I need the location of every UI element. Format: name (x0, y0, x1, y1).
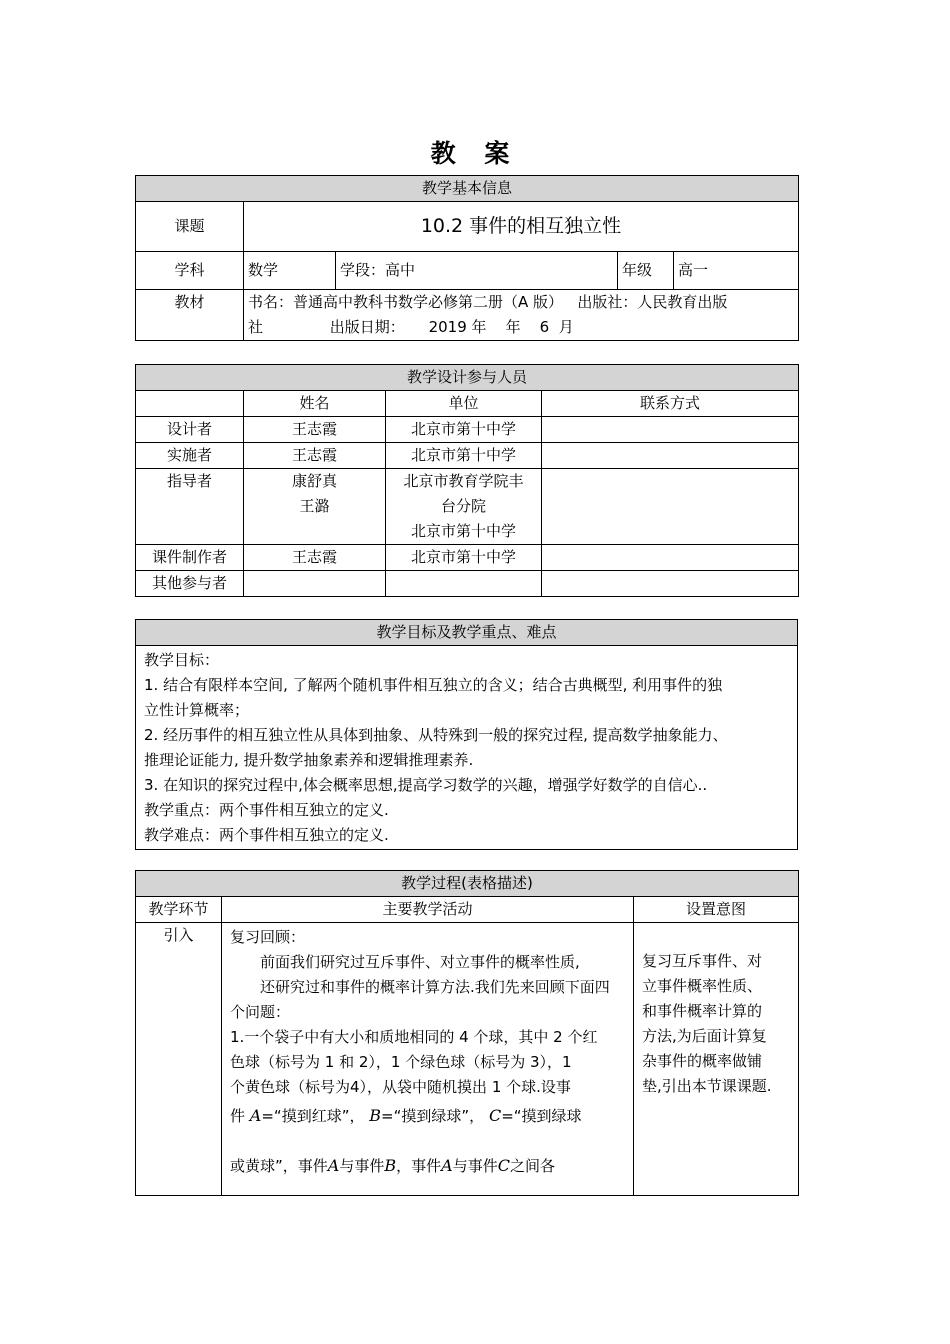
table-row (136, 417, 799, 443)
intent-line: 立事件概率性质、 (642, 977, 763, 995)
math-var-c: C (488, 1106, 502, 1125)
math-var-a: A (249, 1106, 262, 1125)
event-question-line: 或黄球”，事件A与事件B，事件A与事件C之间各 (230, 1156, 555, 1175)
activity-line: 1.一个袋子中有大小和质地相同的 4 个球，其中 2 个红 (230, 1028, 598, 1046)
col-unit: 单位 (386, 391, 542, 417)
participants-table (135, 364, 799, 597)
name: 王志霞 (244, 545, 386, 571)
document-title: 教 案 (430, 139, 520, 168)
math-var-a: A (327, 1156, 340, 1175)
subject-value: 数学 (244, 252, 336, 290)
math-var-b: B (384, 1156, 397, 1175)
role: 指导者 (136, 469, 244, 545)
role: 课件制作者 (136, 545, 244, 571)
activity-line: 复习回顾： (230, 928, 306, 946)
intent-line: 垫,引出本节课课题. (642, 1077, 772, 1095)
goals-header: 教学目标及教学重点、难点 (136, 620, 798, 646)
intent-cell (634, 923, 799, 1196)
role: 其他参与者 (136, 571, 244, 597)
intent-line: 和事件概率计算的 (642, 1002, 763, 1020)
unit: 北京市第十中学 (386, 443, 542, 469)
col-activity: 主要教学活动 (222, 897, 634, 923)
name-line: 王潞 (299, 497, 330, 515)
unit (386, 571, 542, 597)
contact (542, 417, 799, 443)
col-intent: 设置意图 (634, 897, 799, 923)
basic-info-table (135, 175, 799, 341)
intent-line: 复习互斥事件、对 (642, 952, 763, 970)
role: 实施者 (136, 443, 244, 469)
subject-label: 学科 (136, 252, 244, 290)
intent-line: 杂事件的概率做铺 (642, 1052, 763, 1070)
contact (542, 469, 799, 545)
activity-line: 个问题： (230, 1003, 291, 1021)
participants-header: 教学设计参与人员 (136, 365, 799, 391)
unit: 北京市第十中学 (386, 545, 542, 571)
goals-line: 教学目标： (144, 651, 220, 669)
process-header: 教学过程(表格描述) (136, 871, 799, 897)
table-row (136, 469, 799, 545)
textbook-line: 书名：普通高中教科书数学必修第二册（A 版） 出版社：人民教育出版 (248, 293, 728, 311)
goals-line: 推理论证能力, 提升数学抽象素养和逻辑推理素养. (144, 751, 474, 769)
topic-value: 10.2 事件的相互独立性 (244, 202, 799, 252)
unit (386, 469, 542, 545)
topic-label: 课题 (136, 202, 244, 252)
stage-value: 学段：高中 (336, 252, 618, 290)
math-var-a: A (441, 1156, 453, 1175)
math-var-c: C (497, 1156, 510, 1175)
textbook-value (244, 290, 799, 341)
col-stage: 教学环节 (136, 897, 222, 923)
col-contact: 联系方式 (542, 391, 799, 417)
event-definition-line: 件 A=“摸到红球”， B=“摸到绿球”， C=“摸到绿球 (230, 1106, 582, 1125)
goals-table (135, 619, 798, 850)
table-row (136, 571, 799, 597)
name-line: 康舒真 (291, 472, 337, 490)
goals-line: 教学重点：两个事件相互独立的定义. (144, 801, 389, 819)
goals-line: 3. 在知识的探究过程中,体会概率思想,提高学习数学的兴趣，增强学好数学的自信心.. (144, 776, 708, 794)
process-table (135, 870, 799, 1196)
goals-line: 教学难点：两个事件相互独立的定义. (144, 826, 389, 844)
contact (542, 571, 799, 597)
activity-line: 个黄色球（标号为4），从袋中随机摸出 1 个球.设事 (230, 1078, 571, 1096)
textbook-label: 教材 (136, 290, 244, 341)
activity-line: 前面我们研究过互斥事件、对立事件的概率性质, (260, 953, 580, 971)
grade-value: 高一 (674, 252, 799, 290)
contact (542, 545, 799, 571)
name (244, 571, 386, 597)
table-row (136, 443, 799, 469)
math-var-b: B (369, 1106, 382, 1125)
goals-body (136, 646, 798, 850)
name (244, 469, 386, 545)
role: 设计者 (136, 417, 244, 443)
unit: 北京市第十中学 (386, 417, 542, 443)
unit-line: 北京市教育学院丰 (403, 472, 524, 490)
grade-label: 年级 (618, 252, 674, 290)
name: 王志霞 (244, 443, 386, 469)
unit-line: 台分院 (440, 497, 486, 515)
activity-cell (222, 923, 634, 1196)
table-row (136, 545, 799, 571)
contact (542, 443, 799, 469)
textbook-line: 社 出版日期： 2019 年 年 6 月 (248, 318, 574, 336)
goals-line: 1. 结合有限样本空间, 了解两个随机事件相互独立的含义；结合古典概型, 利用事件的独 (144, 676, 723, 694)
goals-line: 立性计算概率； (144, 701, 250, 719)
activity-line: 还研究过和事件的概率计算方法.我们先来回顾下面四 (260, 978, 610, 996)
goals-line: 2. 经历事件的相互独立性从具体到抽象、从特殊到一般的探究过程, 提高数学抽象能力、 (144, 726, 728, 744)
name: 王志霞 (244, 417, 386, 443)
col-name: 姓名 (244, 391, 386, 417)
intent-line: 方法,为后面计算复 (642, 1027, 767, 1045)
stage-cell: 引入 (136, 923, 222, 1196)
activity-line: 色球（标号为 1 和 2），1 个绿色球（标号为 3），1 (230, 1053, 572, 1071)
unit-line: 北京市第十中学 (410, 522, 516, 540)
basic-info-header: 教学基本信息 (136, 176, 799, 202)
